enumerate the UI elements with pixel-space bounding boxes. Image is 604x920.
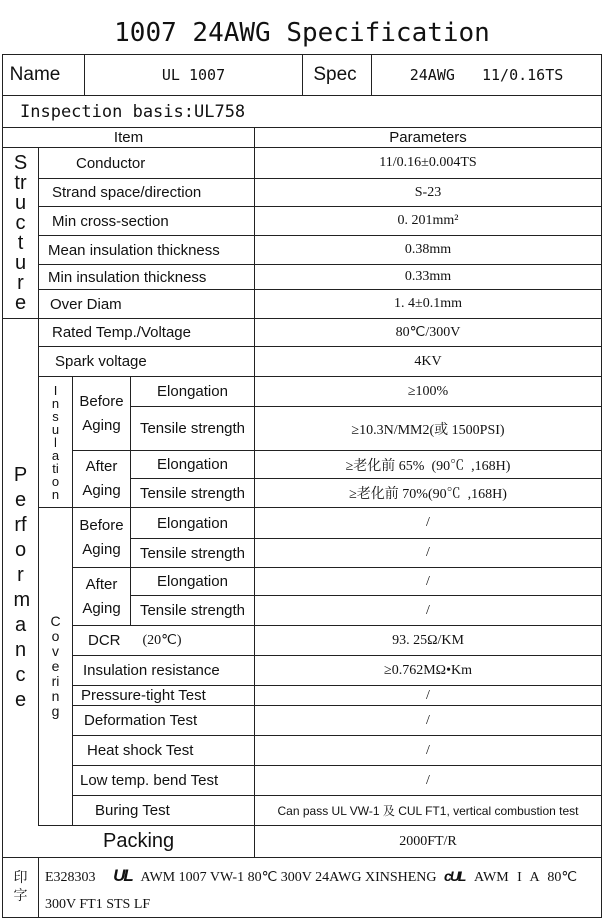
structure-row-value: 0.38mm [404,242,452,257]
header-parameters: Parameters [389,128,467,146]
insulation-row-label: Tensile strength [139,420,246,437]
insulation-before-aging-label: Before Aging [79,392,124,434]
covering-other-label: Deformation Test [84,712,198,729]
group-covering-label [39,508,72,825]
print-part1: E328303 [45,870,96,885]
group-performance-label [3,319,38,857]
insulation-row-label: Tensile strength [139,484,246,502]
structure-row-label: Over Diam [50,295,122,313]
covering-other-label: Pressure-tight Test [81,687,206,704]
covering-other-value: / [426,742,430,758]
group-structure-label [3,148,38,318]
rated-label: Rated Temp./Voltage [52,324,191,341]
packing-label: Packing [103,830,175,852]
print-label-text: 印字 [13,870,28,904]
print-text [45,862,600,916]
dcr-label: DCR [88,632,121,649]
structure-row-value: 11/0.16±0.004TS [379,155,477,170]
insulation-row-value: ≥老化前 65% (90℃ ,168H) [345,458,511,474]
insulation-row-label: Elongation [157,456,228,473]
structure-row-value: S-23 [414,184,442,200]
insulation-after-aging-label: After Aging [82,458,121,499]
structure-row-value: 0.33mm [404,269,452,284]
structure-row-label: Conductor [76,154,146,172]
covering-other-label: Low temp. bend Test [80,772,219,789]
structure-row-label: Mean insulation thickness [48,241,220,259]
print-line2: 300V FT1 STS LF [45,897,151,912]
covering-row-value: / [426,573,430,589]
covering-other-value: / [426,687,430,703]
rated-value: 80℃/300V [395,325,461,340]
covering-row-label: Elongation [157,573,228,590]
name-value: UL 1007 [161,66,226,84]
covering-row-value: / [426,545,430,560]
structure-row-value: 1. 4±0.1mm [394,296,462,311]
structure-row-value: 0. 201mm² [397,213,459,228]
structure-row-label: Strand space/direction [52,184,202,201]
dcr-cell [88,626,254,655]
covering-other-value: / [426,772,430,788]
covering-row-label: Tensile strength [139,544,246,562]
spark-label: Spark voltage [55,353,147,370]
structure-row-label: Min insulation thickness [48,268,207,286]
insulation-row-value: ≥10.3N/MM2(或 1500PSI) [351,422,505,438]
covering-row-label: Tensile strength [139,602,246,619]
insulation-row-value: ≥老化前 70%(90℃ ,168H) [349,487,507,502]
dcr-value: 93. 25Ω/KM [392,632,464,648]
covering-other-label: Insulation resistance [83,662,220,679]
group-performance-text: Performance [13,464,31,711]
covering-other-value: Can pass UL VW-1 及 CUL FT1, vertical combustion test [277,804,579,818]
spec-value: 24AWG 11/0.16TS [409,66,564,84]
spark-value: 4KV [414,353,442,369]
group-covering-text: Covering [50,613,61,719]
covering-other-label: Heat shock Test [87,742,194,759]
spec-label: Spec [313,64,357,85]
covering-other-label: Buring Test [95,802,170,819]
print-part3: AWM I A 80℃ [473,870,578,885]
name-label: Name [9,64,61,85]
packing-value: 2000FT/R [399,833,457,849]
dcr-temp: (20℃) [142,633,182,648]
insulation-row-value: ≥100% [407,383,449,399]
print-label [3,858,38,917]
print-part2: AWM 1007 VW-1 80℃ 300V 24AWG XINSHENG [140,870,437,885]
group-insulation-label [39,377,72,507]
group-insulation-text: Insulation [51,382,60,502]
structure-row-label: Min cross-section [52,212,169,230]
covering-row-value: / [426,602,430,618]
covering-row-value: / [426,515,430,530]
inspection-basis: Inspection basis:UL758 [20,101,246,122]
ul-logo-icon: UL [113,866,132,885]
cul-logo-icon: cUL [444,868,465,884]
header-item: Item [113,128,144,146]
insulation-row-label: Elongation [157,383,228,400]
covering-before-aging-label: Before Aging [79,516,124,558]
group-structure-text: Structure [13,152,28,314]
covering-other-value: / [426,712,430,728]
covering-after-aging-label: After Aging [82,575,121,617]
covering-other-value: ≥0.762MΩ•Km [384,662,472,678]
page-title: 1007 24AWG Specification [114,18,490,48]
covering-row-label: Elongation [157,514,228,532]
